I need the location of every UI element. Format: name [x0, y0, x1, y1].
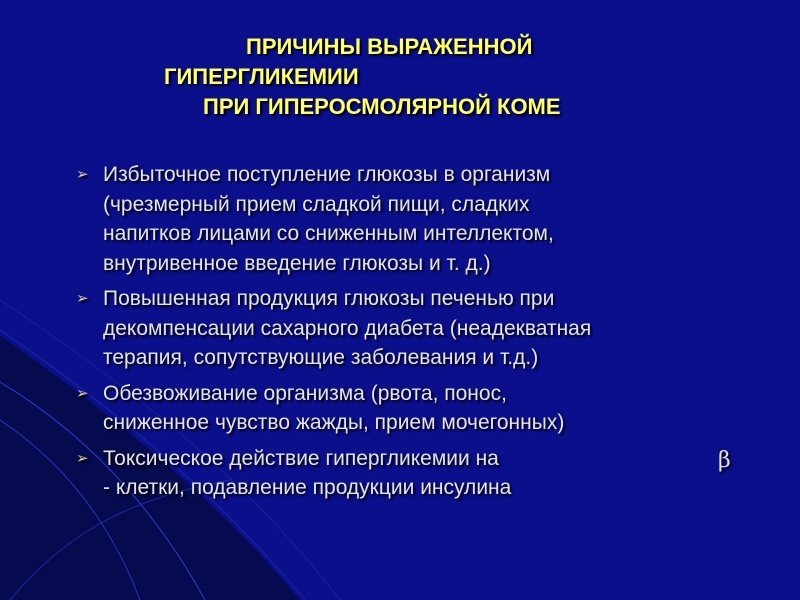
bullet-item	[76, 284, 776, 373]
arrow-bullet-icon: ➢	[76, 290, 89, 307]
title-line-3: ПРИ ГИПЕРОСМОЛЯРНОЙ КОМЕ	[203, 94, 561, 119]
arrow-bullet-icon: ➢	[76, 166, 89, 183]
arrow-bullet-icon: ➢	[76, 384, 89, 402]
beta-symbol: β	[718, 448, 731, 473]
bullet-item	[76, 444, 776, 503]
title-line-2: ГИПЕРГЛИКЕМИИ	[164, 64, 359, 89]
bullet-list	[76, 160, 776, 509]
bullet-line: Токсическое действие гипергликемии на	[103, 446, 499, 470]
bullet-line: - клетки, подавление продукции инсулина	[103, 476, 512, 499]
bullet-item	[76, 379, 776, 438]
bullet-item	[76, 160, 776, 278]
bullet-line: Повышенная продукция глюкозы печенью при	[103, 287, 555, 310]
bullet-line: (чрезмерный прием сладкой пищи, сладких	[103, 192, 530, 216]
bullet-line: декомпенсации сахарного диабета (неадекватная	[103, 316, 592, 340]
bullet-line: напитков лицами со сниженным интеллектом,	[103, 222, 554, 245]
bullet-line: терапия, сопутствующие заболевания и т.д.)	[103, 346, 539, 369]
title-line-1: ПРИЧИНЫ ВЫРАЖЕННОЙ	[246, 34, 533, 59]
bullet-line: внутривенное введение глюкозы и т. д.)	[103, 251, 491, 275]
bullet-line: Обезвоживание организма (рвота, понос,	[103, 381, 507, 405]
bullet-line: сниженное чувство жажды, прием мочегонных)	[103, 411, 565, 434]
bullet-line: Избыточное поступление глюкозы в организм	[103, 163, 551, 186]
arrow-bullet-icon: ➢	[76, 449, 89, 467]
slide-title	[0, 32, 800, 122]
